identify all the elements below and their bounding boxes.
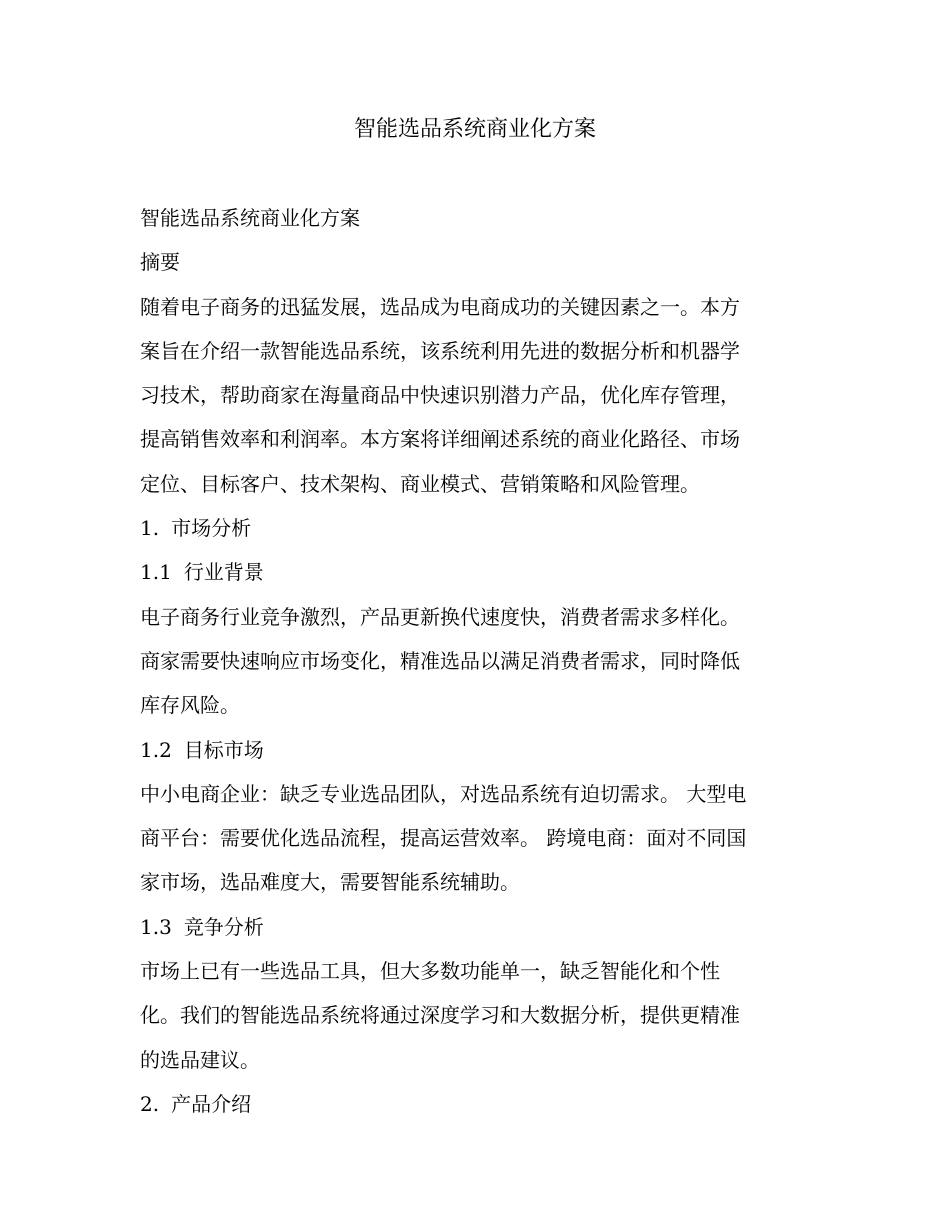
paragraph-line: 市场上已有一些选品工具，但大多数功能单一，缺乏智能化和个性 bbox=[140, 959, 720, 984]
target-market-paragraph bbox=[140, 772, 804, 905]
section-number: 1. bbox=[140, 516, 160, 541]
paragraph-line: 库存风险。 bbox=[140, 693, 240, 718]
section-heading-1-1 bbox=[140, 550, 804, 594]
section-number: 1.2 bbox=[140, 737, 172, 762]
document-subtitle: 智能选品系统商业化方案 bbox=[140, 206, 360, 230]
section-number: 2. bbox=[140, 1091, 160, 1116]
paragraph-line: 商平台：需要优化选品流程，提高运营效率。 跨境电商：面对不同国 bbox=[140, 826, 747, 851]
section-title: 行业背景 bbox=[183, 560, 264, 585]
section-title: 目标市场 bbox=[183, 737, 264, 762]
document-title: 智能选品系统商业化方案 bbox=[353, 117, 596, 142]
paragraph-line: 的选品建议。 bbox=[140, 1047, 260, 1072]
section-number: 1.1 bbox=[140, 560, 172, 585]
paragraph-line: 电子商务行业竞争激烈，产品更新换代速度快，消费者需求多样化。 bbox=[140, 604, 740, 629]
abstract-line: 提高销售效率和利润率。本方案将详细阐述系统的商业化路径、市场 bbox=[140, 427, 740, 452]
section-heading-1-3 bbox=[140, 905, 804, 949]
section-title: 竞争分析 bbox=[183, 914, 264, 939]
abstract-label: 摘要 bbox=[140, 250, 180, 275]
paragraph-line: 中小电商企业：缺乏专业选品团队，对选品系统有迫切需求。 大型电 bbox=[140, 781, 747, 806]
abstract-line: 习技术，帮助商家在海量商品中快速识别潜力产品，优化库存管理， bbox=[140, 383, 740, 408]
section-number: 1.3 bbox=[140, 914, 172, 939]
abstract-line: 随着电子商务的迅猛发展，选品成为电商成功的关键因素之一。本方 bbox=[140, 294, 740, 319]
abstract-line: 定位、目标客户、技术架构、商业模式、营销策略和风险管理。 bbox=[140, 471, 700, 496]
competition-paragraph bbox=[140, 949, 804, 1082]
industry-background-paragraph bbox=[140, 595, 804, 728]
section-title: 产品介绍 bbox=[171, 1091, 252, 1116]
paragraph-line: 家市场，选品难度大，需要智能系统辅助。 bbox=[140, 870, 520, 895]
section-heading-1-2 bbox=[140, 728, 804, 772]
abstract-line: 案旨在介绍一款智能选品系统，该系统利用先进的数据分析和机器学 bbox=[140, 338, 740, 363]
section-title: 市场分析 bbox=[171, 516, 252, 541]
section-heading-2 bbox=[140, 1082, 804, 1126]
section-heading-1 bbox=[140, 506, 804, 550]
document-body bbox=[140, 196, 804, 1126]
paragraph-line: 商家需要快速响应市场变化，精准选品以满足消费者需求，同时降低 bbox=[140, 648, 740, 673]
abstract-paragraph bbox=[140, 285, 804, 506]
paragraph-line: 化。我们的智能选品系统将通过深度学习和大数据分析，提供更精准 bbox=[140, 1003, 740, 1028]
